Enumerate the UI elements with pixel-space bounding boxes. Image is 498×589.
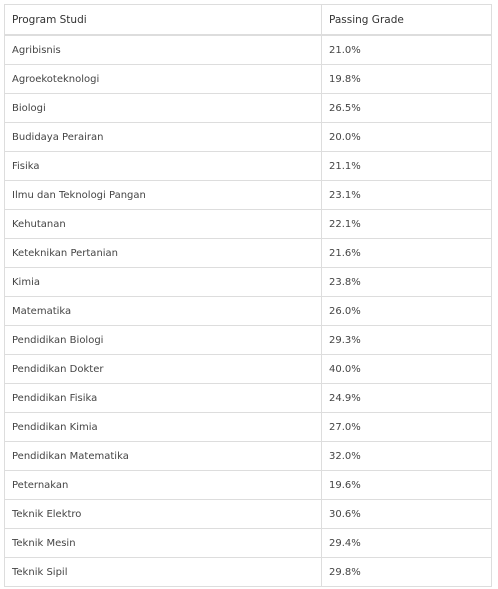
table-row — [5, 500, 492, 529]
passing-grade-cell: 26.0% — [322, 297, 492, 326]
program-studi-cell: Matematika — [5, 297, 322, 326]
program-studi-cell: Biologi — [5, 94, 322, 123]
passing-grade-cell: 30.6% — [322, 500, 492, 529]
passing-grade-cell: 20.0% — [322, 123, 492, 152]
passing-grade-cell: 21.1% — [322, 152, 492, 181]
program-studi-cell: Pendidikan Matematika — [5, 442, 322, 471]
passing-grade-cell: 29.4% — [322, 529, 492, 558]
table-row — [5, 123, 492, 152]
program-studi-cell: Fisika — [5, 152, 322, 181]
program-studi-cell: Budidaya Perairan — [5, 123, 322, 152]
table-header — [5, 5, 492, 36]
passing-grade-cell: 19.6% — [322, 471, 492, 500]
table-row — [5, 384, 492, 413]
passing-grade-cell: 21.6% — [322, 239, 492, 268]
table-row — [5, 529, 492, 558]
program-studi-cell: Pendidikan Kimia — [5, 413, 322, 442]
table-row — [5, 210, 492, 239]
column-header-program-studi: Program Studi — [5, 5, 322, 36]
table-row — [5, 413, 492, 442]
table-row — [5, 35, 492, 65]
program-studi-cell: Pendidikan Biologi — [5, 326, 322, 355]
table-row — [5, 558, 492, 587]
program-studi-cell: Peternakan — [5, 471, 322, 500]
passing-grade-cell: 23.8% — [322, 268, 492, 297]
table-row — [5, 65, 492, 94]
passing-grade-cell: 27.0% — [322, 413, 492, 442]
program-studi-cell: Kehutanan — [5, 210, 322, 239]
table-row — [5, 442, 492, 471]
table-row — [5, 268, 492, 297]
table-row — [5, 297, 492, 326]
table-container — [4, 4, 492, 587]
table-row — [5, 239, 492, 268]
program-studi-cell: Agroekoteknologi — [5, 65, 322, 94]
table-row — [5, 471, 492, 500]
passing-grade-cell: 21.0% — [322, 35, 492, 65]
passing-grade-cell: 24.9% — [322, 384, 492, 413]
program-studi-cell: Teknik Elektro — [5, 500, 322, 529]
program-studi-cell: Kimia — [5, 268, 322, 297]
passing-grade-cell: 19.8% — [322, 65, 492, 94]
passing-grade-cell: 32.0% — [322, 442, 492, 471]
program-studi-cell: Agribisnis — [5, 35, 322, 65]
table-row — [5, 94, 492, 123]
passing-grade-cell: 26.5% — [322, 94, 492, 123]
table-row — [5, 326, 492, 355]
passing-grade-cell: 23.1% — [322, 181, 492, 210]
program-studi-cell: Pendidikan Dokter — [5, 355, 322, 384]
passing-grade-table — [4, 4, 492, 587]
passing-grade-cell: 22.1% — [322, 210, 492, 239]
program-studi-cell: Teknik Sipil — [5, 558, 322, 587]
program-studi-cell: Pendidikan Fisika — [5, 384, 322, 413]
table-row — [5, 181, 492, 210]
program-studi-cell: Ilmu dan Teknologi Pangan — [5, 181, 322, 210]
table-body — [5, 35, 492, 587]
program-studi-cell: Teknik Mesin — [5, 529, 322, 558]
passing-grade-cell: 40.0% — [322, 355, 492, 384]
table-row — [5, 152, 492, 181]
table-header-row — [5, 5, 492, 36]
passing-grade-cell: 29.8% — [322, 558, 492, 587]
program-studi-cell: Keteknikan Pertanian — [5, 239, 322, 268]
column-header-passing-grade: Passing Grade — [322, 5, 492, 36]
passing-grade-cell: 29.3% — [322, 326, 492, 355]
table-row — [5, 355, 492, 384]
